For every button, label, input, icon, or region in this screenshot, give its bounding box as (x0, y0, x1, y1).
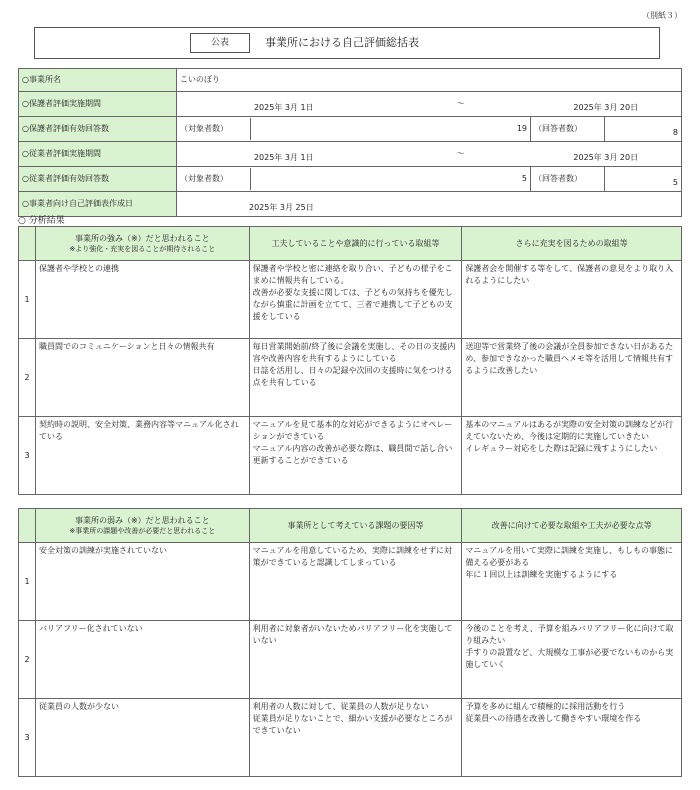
row-number: 3 (19, 417, 36, 495)
strength-effort: 毎日営業開始前/終了後に会議を実施し、その日の支援内容や改善内容を共有するようにしている 日誌を活用し、日々の記録や次回の支援時に気をつける点を共有している (249, 339, 462, 417)
table-row (19, 339, 682, 417)
row-number: 1 (19, 261, 36, 339)
weaknesses-table (18, 508, 682, 777)
weakness-item: バリアフリー化されていない (35, 621, 249, 699)
guardian-answer-value: 8 (605, 117, 682, 142)
strength-improvement: 保護者会を開催する等をして、保護者の意見をより取り入れるようにしたい (462, 261, 682, 339)
office-name-value: こいのぼり (177, 69, 682, 92)
staff-answer-value: 5 (605, 167, 682, 192)
guardian-period-tilde: ～ (391, 92, 531, 117)
row-number: 2 (19, 621, 36, 699)
strength-effort: マニュアルを見て基本的な対応ができるようにオペレーションができている マニュアル内容の改善が必要な際は、職員間で話し合い更新することができている (249, 417, 462, 495)
guardian-period-label: ○保護者評価実施期間 (19, 92, 177, 117)
staff-count-label: ○従業者評価有効回答数 (19, 167, 177, 192)
title-box (34, 27, 660, 59)
weakness-improvement: 予算を多めに組んで積極的に採用活動を行う 従業員への待遇を改善して働きやすい環境を作る (462, 699, 682, 777)
created-label: ○事業者向け自己評価表作成日 (19, 192, 177, 217)
table-row (19, 543, 682, 621)
analysis-label: ○ 分析結果 (18, 216, 65, 226)
strength-item: 保護者や学校との連携 (35, 261, 249, 339)
strength-item: 契約時の説明、安全対策、業務内容等マニュアル化されている (35, 417, 249, 495)
weaknesses-header-1-sub: ※事業所の課題や改善が必要だと思われること (69, 526, 216, 535)
strengths-header-3: さらに充実を図るための取組等 (462, 227, 682, 261)
strength-improvement: 送迎等で営業終了後の会議が全員参加できない日があるため、参加できなかった職員へメモ等を活用して情報共有するように改善したい (462, 339, 682, 417)
row-number: 2 (19, 339, 36, 417)
table-row (19, 417, 682, 495)
strengths-table (18, 226, 682, 495)
strengths-num-header (19, 227, 36, 261)
strength-improvement: 基本のマニュアルはあるが実際の安全対策の訓練などが行えていないため、今後は定期的に実施していきたい イレギュラー対応をした際は記録に残すようにしたい (462, 417, 682, 495)
guardian-period-start: 2025年 3月 1日 (177, 92, 391, 117)
weakness-item: 従業員の人数が少ない (35, 699, 249, 777)
weaknesses-header-3: 改善に向けて必要な取組や工夫が必要な点等 (462, 509, 682, 543)
guardian-target-label: （対象者数） (177, 118, 251, 140)
weakness-cause: 利用者に対象者がいないためバリアフリー化を実施していない (249, 621, 462, 699)
staff-target-label: （対象者数） (177, 168, 251, 190)
weaknesses-header-2: 事業所として考えている課題の要因等 (249, 509, 462, 543)
guardian-target-value: 19 (516, 124, 527, 133)
guardian-count-label: ○保護者評価有効回答数 (19, 117, 177, 142)
weaknesses-num-header (19, 509, 36, 543)
form-number: （別紙３） (642, 11, 682, 20)
weakness-item: 安全対策の訓練が実施されていない (35, 543, 249, 621)
office-name-label: ○事業所名 (19, 69, 177, 92)
weakness-improvement: 今後のことを考え、予算を組みバリアフリー化に向けて取り組みたい 手すりの設置など、大規模な工事が必要でないものから実施していく (462, 621, 682, 699)
public-badge: 公表 (190, 33, 250, 53)
guardian-answer-label: （回答者数） (531, 117, 605, 142)
table-row (19, 261, 682, 339)
strengths-header-1-sub: ※より強化・充実を図ることが期待されること (69, 244, 216, 253)
strength-effort: 保護者や学校と密に連絡を取り合い、子どもの様子をこまめに情報共有している。 改善が必要な支援に関しては、子どもの気持ちを優先しながら慎重に計画を立てて、三者で連携して子どもの支援をしている (249, 261, 462, 339)
created-date: 2025年 3月 25日 (177, 192, 682, 217)
staff-answer-label: （回答者数） (531, 167, 605, 192)
staff-period-label: ○従業者評価実施期間 (19, 142, 177, 167)
weakness-improvement: マニュアルを用いて実際に訓練を実施し、もしもの事態に備える必要がある 年に１回以上は訓練を実施するようにする (462, 543, 682, 621)
staff-target-value: 5 (521, 174, 527, 183)
staff-period-tilde: ～ (391, 142, 531, 167)
table-row (19, 621, 682, 699)
weakness-cause: 利用者の人数に対して、従業員の人数が足りない 従業員が足りないことで、細かい支援が必要なところができていない (249, 699, 462, 777)
row-number: 3 (19, 699, 36, 777)
page-title: 事業所における自己評価総括表 (265, 36, 419, 49)
weaknesses-header-1 (35, 509, 249, 543)
weakness-cause: マニュアルを用意しているため、実際に訓練をせずに対策ができていると認識してしまっている (249, 543, 462, 621)
staff-period-end: 2025年 3月 20日 (531, 142, 682, 167)
strength-item: 職員間でのコミュニケーションと日々の情報共有 (35, 339, 249, 417)
guardian-period-end: 2025年 3月 20日 (531, 92, 682, 117)
strengths-header-2: 工夫していることや意識的に行っている取組等 (249, 227, 462, 261)
strengths-header-1 (35, 227, 249, 261)
info-table (18, 68, 682, 217)
staff-period-start: 2025年 3月 1日 (177, 142, 391, 167)
staff-target-cell (177, 167, 531, 192)
guardian-target-cell (177, 117, 531, 142)
row-number: 1 (19, 543, 36, 621)
table-row (19, 699, 682, 777)
weaknesses-header-1-main: 事業所の弱み（※）だと思われること (74, 515, 210, 525)
strengths-header-1-main: 事業所の強み（※）だと思われること (74, 233, 210, 243)
